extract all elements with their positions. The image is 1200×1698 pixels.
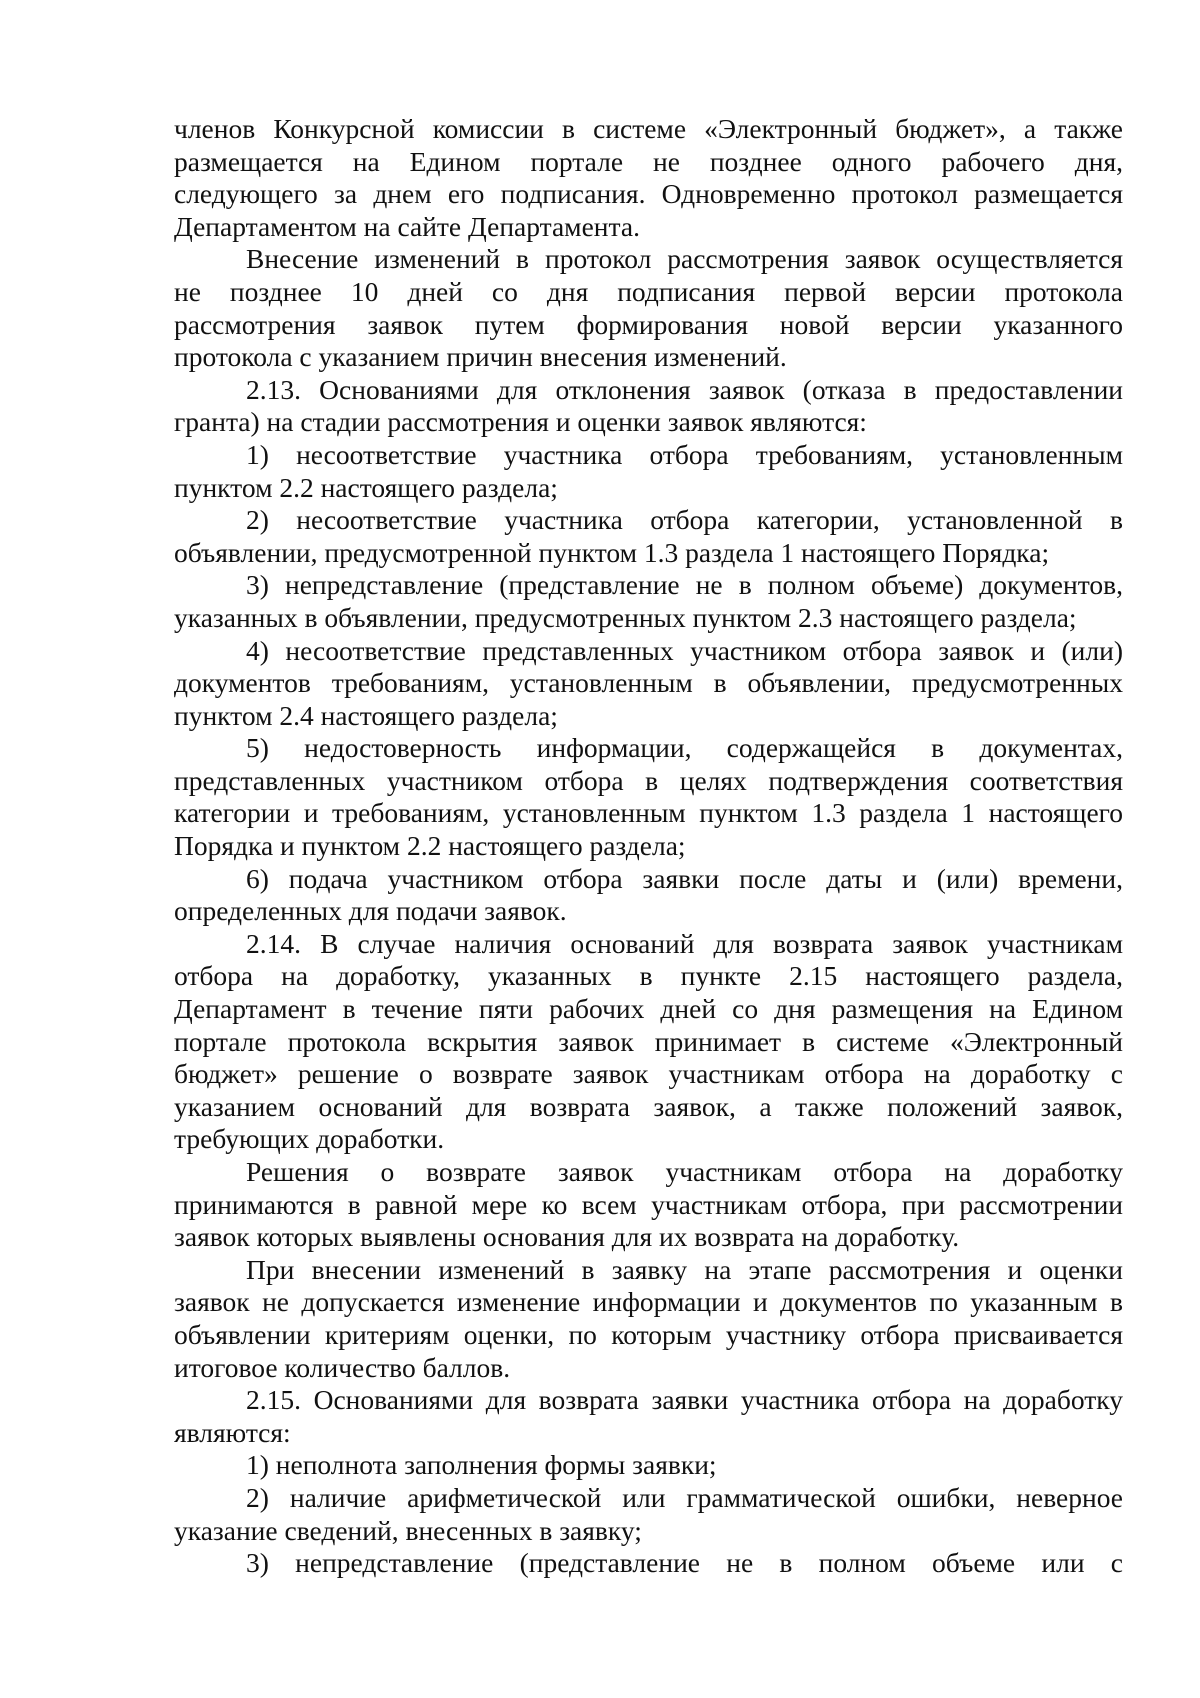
text-line: пунктом 2.2 настоящего раздела; — [174, 471, 558, 503]
paragraph — [174, 1254, 1123, 1384]
text-line: 6) подача участником отбора заявки после даты и (или) времени, — [246, 862, 1123, 894]
paragraph — [174, 1156, 1123, 1254]
text-line: Внесение изменений в протокол рассмотрения заявок осуществляется — [246, 243, 1123, 275]
text-line: принимаются в равной мере ко всем участникам отбора, при рассмотрении — [174, 1188, 1123, 1220]
text-line: 2) наличие арифметической или грамматической ошибки, неверное — [246, 1481, 1123, 1513]
text-line: бюджет» решение о возврате заявок участникам отбора на доработку с — [174, 1058, 1123, 1090]
text-line: 4) несоответствие представленных участником отбора заявок и (или) — [246, 634, 1123, 666]
text-line: требующих доработки. — [174, 1123, 445, 1155]
text-line: категории и требованиям, установленным пунктом 1.3 раздела 1 настоящего — [174, 797, 1123, 829]
text-line: гранта) на стадии рассмотрения и оценки заявок являются: — [174, 406, 867, 438]
text-line: 1) несоответствие участника отбора требованиям, установленным — [246, 438, 1123, 470]
paragraph — [174, 439, 1123, 504]
paragraph — [174, 504, 1123, 569]
text-line: Департамент в течение пяти рабочих дней со дня размещения на Едином — [174, 993, 1123, 1025]
text-line: 2.15. Основаниями для возврата заявки участника отбора на доработку — [246, 1384, 1123, 1416]
text-line: Порядка и пунктом 2.2 настоящего раздела; — [174, 830, 686, 862]
text-line: объявлении, предусмотренной пунктом 1.3 раздела 1 настоящего Порядка; — [174, 536, 1050, 568]
text-line: рассмотрения заявок путем формирования новой версии указанного — [174, 308, 1123, 340]
text-line: отбора на доработку, указанных в пункте 2.15 настоящего раздела, — [174, 960, 1123, 992]
text-line: протокола с указанием причин внесения изменений. — [174, 341, 787, 373]
text-line: Решения о возврате заявок участникам отбора на доработку — [246, 1156, 1123, 1187]
text-line: объявлении критериям оценки, по которым участнику отбора присваивается — [174, 1318, 1123, 1350]
paragraph — [174, 243, 1123, 373]
text-line: следующего за днем его подписания. Одновременно протокол размещается — [174, 178, 1123, 210]
text-line: заявок которых выявлены основания для их возврата на доработку. — [174, 1221, 960, 1253]
text-line: При внесении изменений в заявку на этапе рассмотрения и оценки — [246, 1253, 1123, 1285]
text-line: пунктом 2.4 настоящего раздела; — [174, 699, 558, 731]
text-line: 2.13. Основаниями для отклонения заявок (отказа в предоставлении — [246, 373, 1123, 405]
text-line: 3) непредставление (представление не в полном объеме или с — [246, 1547, 1123, 1579]
paragraph — [174, 1449, 1123, 1482]
paragraph — [174, 1482, 1123, 1547]
text-line: указанием оснований для возврата заявок, а также положений заявок, — [174, 1090, 1123, 1122]
text-line: документов требованиям, установленным в объявлении, предусмотренных — [174, 667, 1123, 699]
paragraph — [174, 569, 1123, 634]
text-line: Департаментом на сайте Департамента. — [174, 210, 640, 242]
paragraph — [174, 635, 1123, 733]
text-line: указанных в объявлении, предусмотренных пунктом 2.3 настоящего раздела; — [174, 601, 1077, 633]
text-line: определенных для подачи заявок. — [174, 895, 567, 927]
paragraph — [174, 732, 1123, 862]
text-line: 2.14. В случае наличия оснований для возврата заявок участникам — [246, 927, 1123, 959]
text-line: 2) несоответствие участника отбора категории, установленной в — [246, 504, 1123, 536]
paragraph — [174, 928, 1123, 1156]
text-line: являются: — [174, 1416, 291, 1448]
text-line: указание сведений, внесенных в заявку; — [174, 1514, 642, 1546]
paragraph — [174, 863, 1123, 928]
text-line: не позднее 10 дней со дня подписания первой версии протокола — [174, 275, 1123, 307]
paragraph — [174, 113, 1123, 243]
paragraph — [174, 1384, 1123, 1449]
text-line: портале протокола вскрытия заявок принимает в системе «Электронный — [174, 1025, 1123, 1057]
paragraph — [174, 374, 1123, 439]
text-line: членов Конкурсной комиссии в системе «Электронный бюджет», а также — [174, 113, 1123, 144]
text-line: размещается на Едином портале не позднее одного рабочего дня, — [174, 145, 1123, 177]
paragraph — [174, 1547, 1123, 1580]
text-line: 5) недостоверность информации, содержащейся в документах, — [246, 732, 1123, 764]
text-line: 3) непредставление (представление не в полном объеме) документов, — [246, 569, 1123, 601]
text-line: 1) неполнота заполнения формы заявки; — [246, 1449, 717, 1481]
text-line: итоговое количество баллов. — [174, 1351, 511, 1383]
document-page — [174, 113, 1123, 1580]
text-line: заявок не допускается изменение информации и документов по указанным в — [174, 1286, 1123, 1318]
text-line: представленных участником отбора в целях подтверждения соответствия — [174, 764, 1123, 796]
